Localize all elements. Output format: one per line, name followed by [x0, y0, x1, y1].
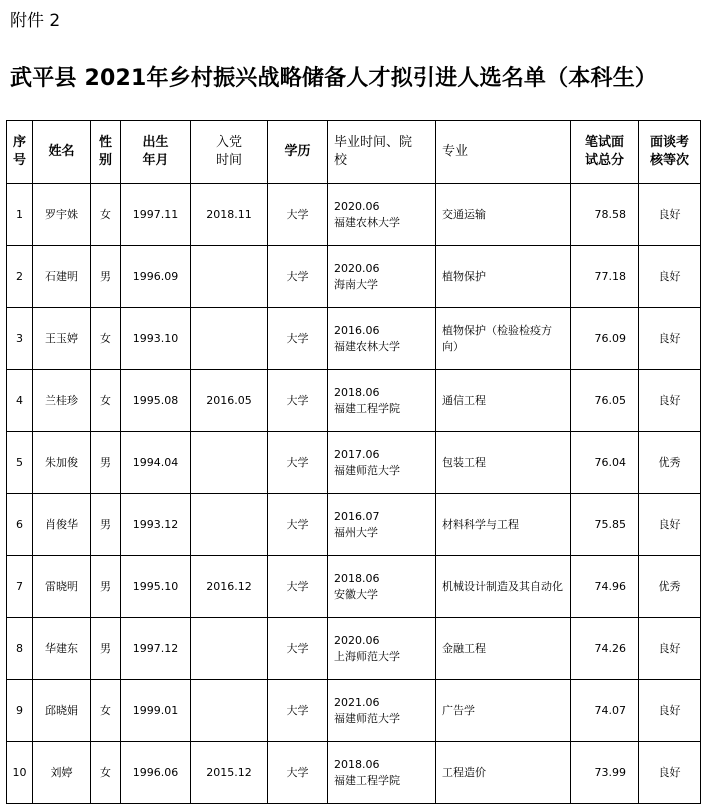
cell-interview: 良好: [639, 184, 701, 246]
table-row: [7, 184, 701, 246]
cell-party: [191, 680, 268, 742]
cell-birth: 1994.04: [121, 432, 191, 494]
cell-graduation: [328, 494, 436, 556]
cell-major: 机械设计制造及其自动化: [436, 556, 571, 618]
cell-interview: 良好: [639, 370, 701, 432]
cell-graduation: [328, 556, 436, 618]
grad-time: 2018.06: [334, 385, 380, 399]
cell-interview: 良好: [639, 308, 701, 370]
cell-party: 2018.11: [191, 184, 268, 246]
grad-time: 2020.06: [334, 633, 380, 647]
cell-score: 76.04: [571, 432, 639, 494]
cell-education: 大学: [268, 680, 328, 742]
header-major: 专业: [436, 121, 571, 184]
cell-seq: 7: [7, 556, 33, 618]
grad-time: 2020.06: [334, 261, 380, 275]
cell-birth: 1997.12: [121, 618, 191, 680]
cell-party: [191, 618, 268, 680]
table-row: [7, 618, 701, 680]
cell-birth: 1995.08: [121, 370, 191, 432]
cell-education: 大学: [268, 184, 328, 246]
cell-gender: 男: [91, 432, 121, 494]
header-name: 姓名: [33, 121, 91, 184]
cell-major: 工程造价: [436, 742, 571, 804]
cell-major: 交通运输: [436, 184, 571, 246]
cell-name: 朱加俊: [33, 432, 91, 494]
cell-gender: 男: [91, 556, 121, 618]
grad-time: 2016.06: [334, 323, 380, 337]
cell-party: 2016.12: [191, 556, 268, 618]
cell-score: 77.18: [571, 246, 639, 308]
cell-birth: 1997.11: [121, 184, 191, 246]
grad-time: 2020.06: [334, 199, 380, 213]
cell-major: 包装工程: [436, 432, 571, 494]
cell-name: 兰桂珍: [33, 370, 91, 432]
header-graduation: 毕业时间、院 校: [328, 121, 436, 184]
cell-education: 大学: [268, 494, 328, 556]
grad-school: 福建农林大学: [334, 339, 400, 353]
cell-graduation: [328, 184, 436, 246]
cell-interview: 良好: [639, 246, 701, 308]
cell-birth: 1999.01: [121, 680, 191, 742]
cell-score: 78.58: [571, 184, 639, 246]
cell-name: 王玉婷: [33, 308, 91, 370]
cell-seq: 6: [7, 494, 33, 556]
table-row: [7, 432, 701, 494]
grad-time: 2016.07: [334, 509, 380, 523]
cell-seq: 5: [7, 432, 33, 494]
grad-school: 福建农林大学: [334, 215, 400, 229]
cell-name: 刘婷: [33, 742, 91, 804]
grad-time: 2018.06: [334, 571, 380, 585]
cell-education: 大学: [268, 556, 328, 618]
attachment-label: 附件 2: [10, 11, 61, 31]
cell-major: 广告学: [436, 680, 571, 742]
grad-school: 福建师范大学: [334, 711, 400, 725]
cell-interview: 良好: [639, 680, 701, 742]
cell-birth: 1993.12: [121, 494, 191, 556]
cell-education: 大学: [268, 618, 328, 680]
cell-score: 76.05: [571, 370, 639, 432]
cell-gender: 男: [91, 494, 121, 556]
cell-party: [191, 246, 268, 308]
cell-score: 74.26: [571, 618, 639, 680]
document-title: 武平县 2021年乡村振兴战略储备人才拟引进人选名单（本科生）: [10, 66, 658, 91]
cell-seq: 1: [7, 184, 33, 246]
cell-birth: 1996.06: [121, 742, 191, 804]
cell-gender: 男: [91, 246, 121, 308]
grad-school: 海南大学: [334, 277, 378, 291]
cell-gender: 女: [91, 680, 121, 742]
cell-graduation: [328, 618, 436, 680]
cell-seq: 9: [7, 680, 33, 742]
table-row: [7, 742, 701, 804]
cell-graduation: [328, 246, 436, 308]
cell-score: 75.85: [571, 494, 639, 556]
cell-name: 石建明: [33, 246, 91, 308]
cell-party: [191, 494, 268, 556]
cell-party: 2015.12: [191, 742, 268, 804]
table-row: [7, 246, 701, 308]
grad-school: 安徽大学: [334, 587, 378, 601]
table-row: [7, 308, 701, 370]
table-row: [7, 680, 701, 742]
cell-party: [191, 308, 268, 370]
cell-education: 大学: [268, 432, 328, 494]
cell-interview: 优秀: [639, 556, 701, 618]
table-header-row: [7, 121, 701, 184]
cell-graduation: [328, 370, 436, 432]
cell-seq: 3: [7, 308, 33, 370]
cell-education: 大学: [268, 370, 328, 432]
cell-gender: 女: [91, 308, 121, 370]
grad-time: 2018.06: [334, 757, 380, 771]
header-birth: 出生 年月: [121, 121, 191, 184]
cell-gender: 女: [91, 370, 121, 432]
grad-school: 福州大学: [334, 525, 378, 539]
table-row: [7, 556, 701, 618]
cell-major: 植物保护: [436, 246, 571, 308]
cell-score: 76.09: [571, 308, 639, 370]
table-row: [7, 370, 701, 432]
cell-name: 罗宇姝: [33, 184, 91, 246]
candidate-table: [6, 120, 701, 804]
cell-interview: 良好: [639, 618, 701, 680]
cell-seq: 10: [7, 742, 33, 804]
cell-score: 74.07: [571, 680, 639, 742]
cell-major: 通信工程: [436, 370, 571, 432]
cell-education: 大学: [268, 246, 328, 308]
cell-birth: 1993.10: [121, 308, 191, 370]
cell-major: 植物保护（检验检疫方向）: [436, 308, 571, 370]
cell-seq: 4: [7, 370, 33, 432]
cell-score: 74.96: [571, 556, 639, 618]
grad-school: 福建师范大学: [334, 463, 400, 477]
table-row: [7, 494, 701, 556]
cell-party: 2016.05: [191, 370, 268, 432]
grad-school: 福建工程学院: [334, 773, 400, 787]
grad-time: 2021.06: [334, 695, 380, 709]
grad-school: 上海师范大学: [334, 649, 400, 663]
cell-education: 大学: [268, 308, 328, 370]
cell-gender: 男: [91, 618, 121, 680]
cell-seq: 2: [7, 246, 33, 308]
cell-education: 大学: [268, 742, 328, 804]
cell-gender: 女: [91, 184, 121, 246]
cell-score: 73.99: [571, 742, 639, 804]
header-party: 入党 时间: [191, 121, 268, 184]
cell-major: 金融工程: [436, 618, 571, 680]
cell-graduation: [328, 742, 436, 804]
cell-name: 肖俊华: [33, 494, 91, 556]
grad-time: 2017.06: [334, 447, 380, 461]
header-education: 学历: [268, 121, 328, 184]
cell-name: 华建东: [33, 618, 91, 680]
cell-gender: 女: [91, 742, 121, 804]
cell-birth: 1996.09: [121, 246, 191, 308]
header-interview: 面谈考 核等次: [639, 121, 701, 184]
grad-school: 福建工程学院: [334, 401, 400, 415]
header-seq: 序 号: [7, 121, 33, 184]
cell-graduation: [328, 308, 436, 370]
cell-graduation: [328, 680, 436, 742]
cell-name: 邱晓娟: [33, 680, 91, 742]
header-score: 笔试面 试总分: [571, 121, 639, 184]
cell-major: 材料科学与工程: [436, 494, 571, 556]
cell-interview: 良好: [639, 494, 701, 556]
cell-interview: 优秀: [639, 432, 701, 494]
cell-graduation: [328, 432, 436, 494]
cell-birth: 1995.10: [121, 556, 191, 618]
header-gender: 性 别: [91, 121, 121, 184]
cell-interview: 良好: [639, 742, 701, 804]
cell-seq: 8: [7, 618, 33, 680]
cell-name: 雷晓明: [33, 556, 91, 618]
cell-party: [191, 432, 268, 494]
